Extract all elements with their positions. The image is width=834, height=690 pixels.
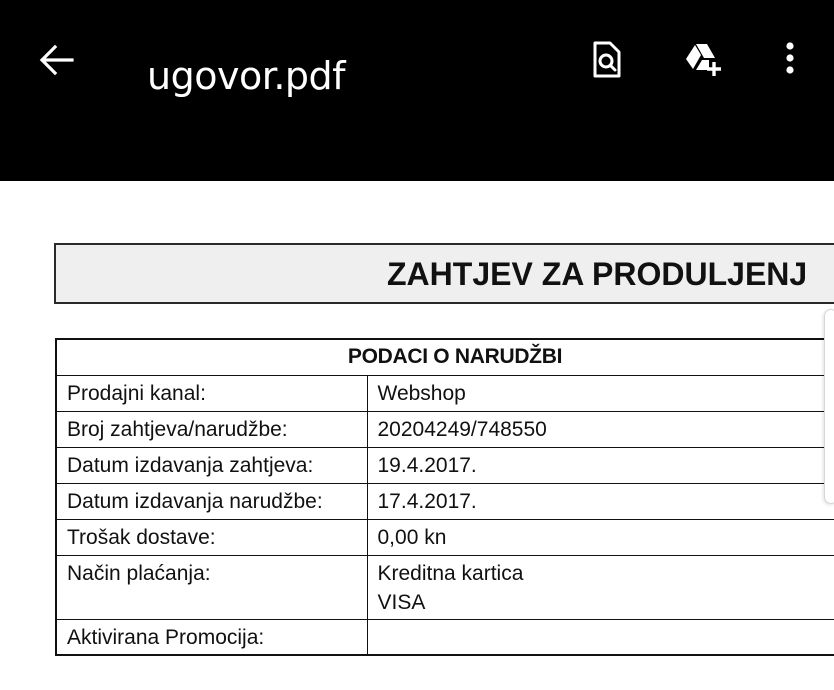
find-in-page-button[interactable] xyxy=(587,40,627,80)
row-value xyxy=(367,619,834,655)
table-row xyxy=(56,447,834,483)
row-label: Datum izdavanja zahtjeva: xyxy=(56,447,367,483)
find-in-page-icon xyxy=(587,40,627,80)
table-row xyxy=(56,411,834,447)
arrow-back-icon xyxy=(36,40,76,80)
order-details-table xyxy=(55,338,834,656)
table-row xyxy=(56,375,834,411)
row-label: Datum izdavanja narudžbe: xyxy=(56,483,367,519)
document-title-box xyxy=(54,243,834,304)
row-value: 19.4.2017. xyxy=(367,447,834,483)
row-value: 20204249/748550 xyxy=(367,411,834,447)
row-label: Aktivirana Promocija: xyxy=(56,619,367,655)
table-row xyxy=(56,555,834,619)
add-to-drive-button[interactable] xyxy=(683,40,723,80)
pdf-page[interactable] xyxy=(0,181,834,690)
file-title: ugovor.pdf xyxy=(147,54,346,98)
more-vert-icon xyxy=(770,40,810,80)
card-type: VISA xyxy=(377,590,426,614)
add-to-drive-icon xyxy=(683,40,723,80)
back-button[interactable] xyxy=(36,40,76,80)
table-header: PODACI O NARUDŽBI xyxy=(56,339,834,375)
row-value: 0,00 kn xyxy=(367,519,834,555)
row-label: Prodajni kanal: xyxy=(56,375,367,411)
row-label: Broj zahtjeva/narudžbe: xyxy=(56,411,367,447)
row-label: Način plaćanja: xyxy=(56,555,367,619)
table-row xyxy=(56,483,834,519)
row-label: Trošak dostave: xyxy=(56,519,367,555)
scrollbar-thumb[interactable] xyxy=(824,309,834,504)
row-value: 17.4.2017. xyxy=(367,483,834,519)
row-value xyxy=(367,555,834,619)
table-row xyxy=(56,519,834,555)
more-options-button[interactable] xyxy=(770,40,810,80)
app-bar xyxy=(0,0,834,181)
document-title: ZAHTJEV ZA PRODULJENJ xyxy=(387,256,808,292)
payment-method: Kreditna kartica xyxy=(377,561,524,585)
row-value: Webshop xyxy=(367,375,834,411)
table-row xyxy=(56,619,834,655)
